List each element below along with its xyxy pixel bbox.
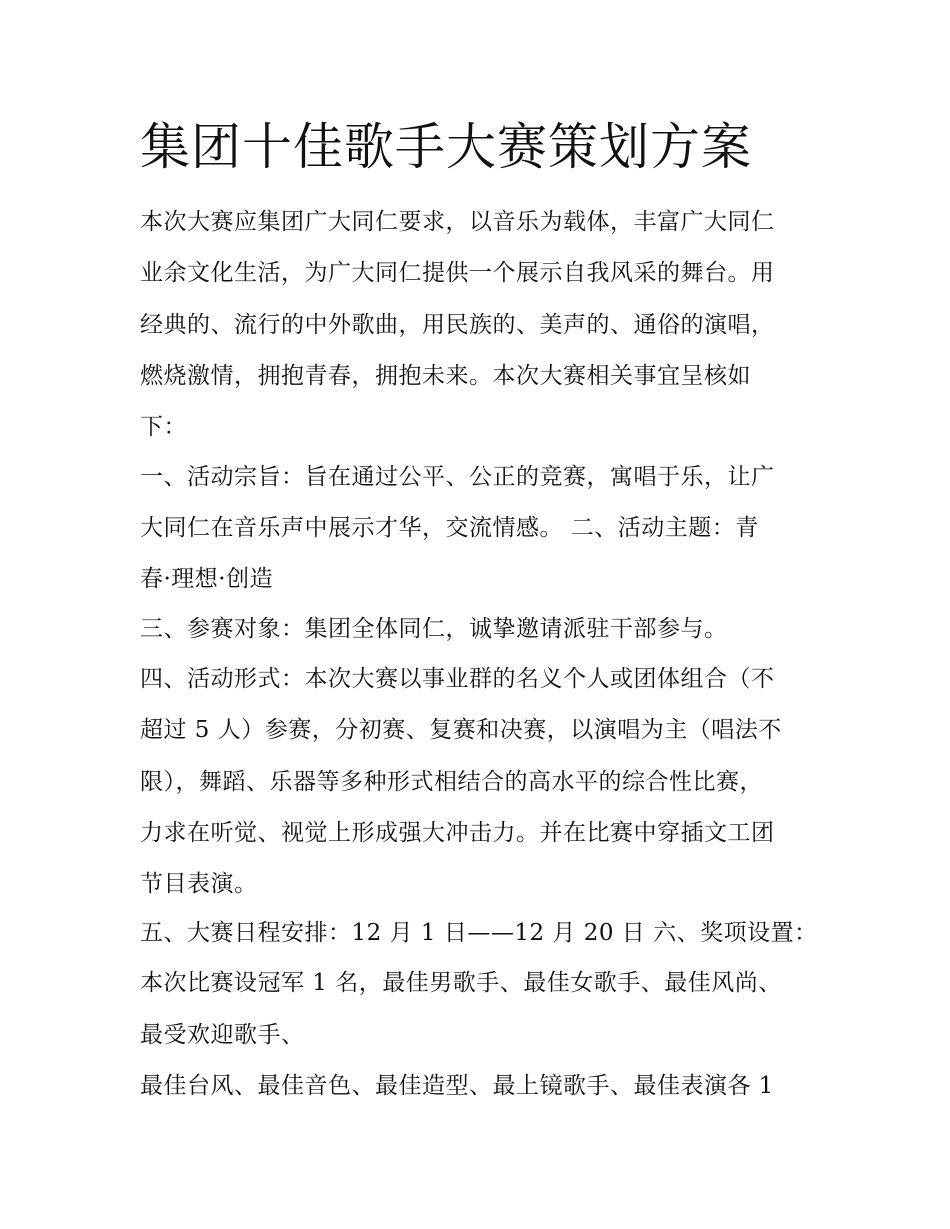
document-title: 集团十佳歌手大赛策划方案 — [140, 118, 752, 176]
body-line-7: 大同仁在音乐声中展示才华，交流情感。 二、活动主题：青 — [140, 515, 759, 541]
body-line-17: 最受欢迎歌手、 — [140, 1022, 305, 1048]
body-line-9: 三、参赛对象：集团全体同仁，诚挚邀请派驻干部参与。 — [140, 616, 728, 642]
body-line-5: 下： — [140, 414, 187, 440]
body-line-11: 超过 5 人）参赛，分初赛、复赛和决赛，以演唱为主（唱法不 — [140, 717, 782, 743]
body-line-1: 本次大赛应集团广大同仁要求，以音乐为载体，丰富广大同仁 — [140, 209, 775, 235]
body-line-14: 节目表演。 — [140, 871, 258, 897]
body-line-8: 春·理想·创造 — [140, 566, 274, 592]
body-line-10: 四、活动形式：本次大赛以事业群的名义个人或团体组合（不 — [140, 666, 775, 692]
body-line-16: 本次比赛设冠军 1 名，最佳男歌手、最佳女歌手、最佳风尚、 — [140, 970, 782, 996]
body-line-4: 燃烧激情，拥抱青春，拥抱未来。本次大赛相关事宜呈核如 — [140, 363, 751, 389]
body-line-13: 力求在听觉、视觉上形成强大冲击力。并在比赛中穿插文工团 — [140, 820, 775, 846]
body-line-3: 经典的、流行的中外歌曲，用民族的、美声的、通俗的演唱， — [140, 312, 775, 338]
body-line-12: 限），舞蹈、乐器等多种形式相结合的高水平的综合性比赛， — [140, 769, 763, 795]
body-line-6: 一、活动宗旨：旨在通过公平、公正的竞赛，寓唱于乐，让广 — [140, 464, 775, 490]
body-line-2: 业余文化生活，为广大同仁提供一个展示自我风采的舞台。用 — [140, 260, 775, 286]
body-line-18: 最佳台风、最佳音色、最佳造型、最上镜歌手、最佳表演各 1 — [140, 1073, 774, 1099]
body-line-15: 五、大赛日程安排：12 月 1 日——12 月 20 日 六、奖项设置： — [140, 920, 818, 946]
